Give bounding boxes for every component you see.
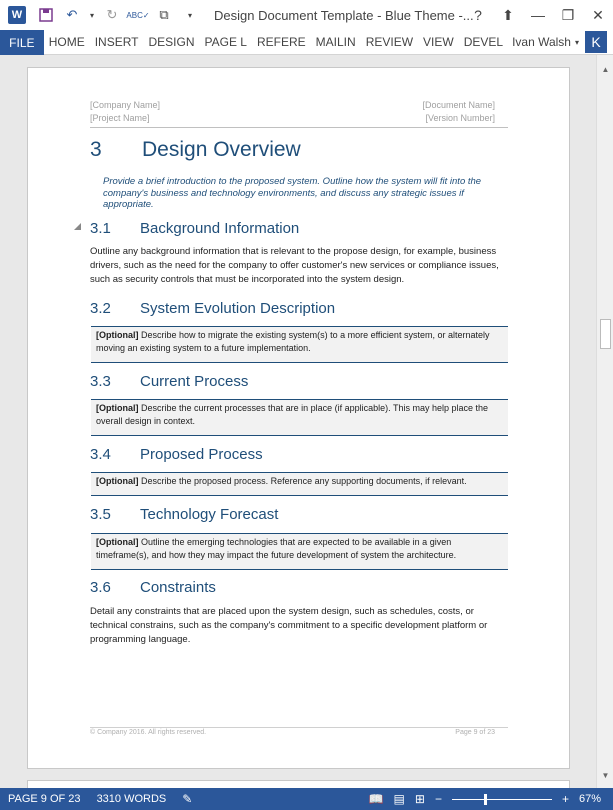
read-mode-icon[interactable]: 📖 [368, 792, 384, 806]
tab-home[interactable]: HOME [48, 35, 85, 49]
section-title: Technology Forecast [140, 506, 279, 523]
zoom-slider[interactable] [452, 799, 552, 800]
section-title: Current Process [140, 373, 249, 390]
optional-label: [Optional] [96, 476, 139, 486]
heading-1-title: Design Overview [142, 138, 301, 161]
heading-3-5 [90, 506, 278, 523]
restore-icon[interactable]: ❐ [561, 6, 575, 23]
heading-3-1 [90, 220, 299, 237]
document-page[interactable] [27, 67, 570, 769]
footer-divider [90, 727, 508, 728]
page-count[interactable]: PAGE 9 OF 23 [8, 793, 81, 805]
optional-text: Describe the current processes that are in place (if applicable). This may help place the overall design in context. [96, 403, 489, 426]
quick-access-toolbar [36, 5, 200, 25]
optional-box [91, 399, 508, 436]
print-layout-icon[interactable]: ▤ [393, 792, 405, 806]
optional-label: [Optional] [96, 403, 139, 413]
heading-3-4 [90, 446, 263, 463]
user-name[interactable]: Ivan Walsh [512, 35, 571, 49]
customize-toolbar-icon[interactable]: ▾ [187, 10, 192, 20]
header-divider [90, 127, 508, 128]
section-body: Detail any constraints that are placed upon the system design, such as schedules, costs, or technical constrains, such as the company's commitment to a specific development platform or programming language. [90, 606, 488, 645]
web-layout-icon[interactable]: ⊞ [414, 792, 425, 806]
section-title: System Evolution Description [140, 300, 336, 317]
minimize-icon[interactable]: — [531, 7, 545, 23]
redo-icon[interactable]: ↻ [106, 7, 118, 22]
footer-page-number: Page 9 of 23 [455, 729, 495, 736]
zoom-out-icon[interactable]: − [434, 792, 442, 806]
next-page[interactable] [27, 780, 570, 788]
heading-3-2 [90, 300, 335, 317]
status-right [369, 792, 613, 806]
section-body: Outline any background information that is relevant to the propose design, for example, business drivers, such as the need for the company to offer customer's new services or compliance issues, such as security controls that must be incorporated into the system design. [90, 246, 499, 285]
tab-references[interactable]: REFERE [256, 35, 306, 49]
scrollbar-thumb[interactable] [600, 319, 611, 349]
optional-box [91, 533, 508, 570]
close-icon[interactable]: ✕ [592, 6, 604, 23]
tab-strip [44, 30, 613, 55]
zoom-slider-thumb[interactable] [484, 794, 487, 805]
tab-page-layout[interactable]: PAGE L [204, 35, 247, 49]
header-project-name: [Project Name] [90, 113, 150, 123]
tab-file[interactable]: FILE [0, 30, 44, 55]
document-area[interactable] [0, 55, 596, 788]
vertical-scrollbar[interactable] [596, 55, 613, 788]
tab-review[interactable]: REVIEW [365, 35, 414, 49]
heading-3-3 [90, 373, 248, 390]
addin-k-badge[interactable]: K [585, 31, 607, 53]
section-number: 3.4 [90, 446, 111, 463]
section-title: Background Information [140, 220, 300, 237]
heading-3-6 [90, 579, 216, 596]
optional-text: Outline the emerging technologies that are expected to be available in a given timeframe(s), and how they may impact the future development of system the architecture. [96, 537, 457, 560]
title-bar [0, 0, 613, 30]
tab-view[interactable]: VIEW [423, 35, 454, 49]
header-version-number: [Version Number] [425, 113, 495, 123]
format-painter-icon[interactable]: ⧉ [159, 7, 169, 22]
section-number: 3.1 [90, 220, 111, 237]
section-number: 3.2 [90, 300, 111, 317]
footer-copyright: © Company 2016. All rights reserved. [90, 729, 207, 736]
window-title: Design Document Template - Blue Theme -... [214, 7, 474, 23]
user-menu-chevron-icon[interactable]: ▾ [574, 37, 579, 47]
header-document-name: [Document Name] [422, 100, 495, 110]
word-logo-icon[interactable]: W [8, 6, 26, 24]
window-controls [463, 0, 613, 30]
optional-box [91, 472, 508, 496]
save-icon[interactable] [36, 5, 56, 25]
section-number: 3.6 [90, 579, 111, 596]
heading-1 [90, 138, 301, 162]
optional-text: Describe how to migrate the existing system(s) to a more efficient system, or alternately moving an existing system to a future implementation. [96, 330, 490, 353]
header-row-1 [90, 100, 495, 110]
optional-label: [Optional] [96, 537, 139, 547]
scroll-down-icon[interactable]: ▼ [601, 771, 610, 780]
status-bar [0, 788, 613, 810]
tab-design[interactable]: DESIGN [148, 35, 195, 49]
tab-mailings[interactable]: MAILIN [315, 35, 356, 49]
tab-insert[interactable]: INSERT [94, 35, 139, 49]
tab-developer[interactable]: DEVEL [463, 35, 504, 49]
header-row-2 [90, 113, 495, 123]
undo-icon[interactable]: ↶ [66, 7, 78, 22]
zoom-level[interactable]: 67% [578, 793, 601, 805]
collapse-heading-icon[interactable] [74, 223, 81, 230]
section-title: Constraints [140, 579, 216, 596]
header-company-name: [Company Name] [90, 100, 161, 110]
page-footer [90, 729, 495, 736]
optional-label: [Optional] [96, 330, 139, 340]
section-number: 3.3 [90, 373, 111, 390]
section-number: 3.5 [90, 506, 111, 523]
spelling-check-icon[interactable]: ABC✓ [126, 10, 150, 20]
ribbon-tabs [0, 30, 613, 55]
ribbon-display-options-icon[interactable]: ⬆ [502, 6, 514, 23]
section-title: Proposed Process [140, 446, 263, 463]
zoom-in-icon[interactable]: + [561, 792, 569, 806]
intro-text: Provide a brief introduction to the proposed system. Outline how the system will fit into the company's business and technology environments, and discuss any strategic issues if appropriate. [103, 176, 482, 210]
optional-text: Describe the proposed process. Reference any supporting documents, if relevant. [138, 476, 467, 486]
word-count[interactable]: 3310 WORDS [96, 793, 167, 805]
scroll-up-icon[interactable]: ▲ [601, 65, 610, 74]
undo-dropdown-icon[interactable]: ▾ [89, 10, 94, 20]
optional-box [91, 326, 508, 363]
proofing-icon[interactable]: ✎ [182, 792, 193, 806]
help-icon[interactable]: ? [474, 7, 482, 23]
heading-1-number: 3 [90, 138, 102, 161]
